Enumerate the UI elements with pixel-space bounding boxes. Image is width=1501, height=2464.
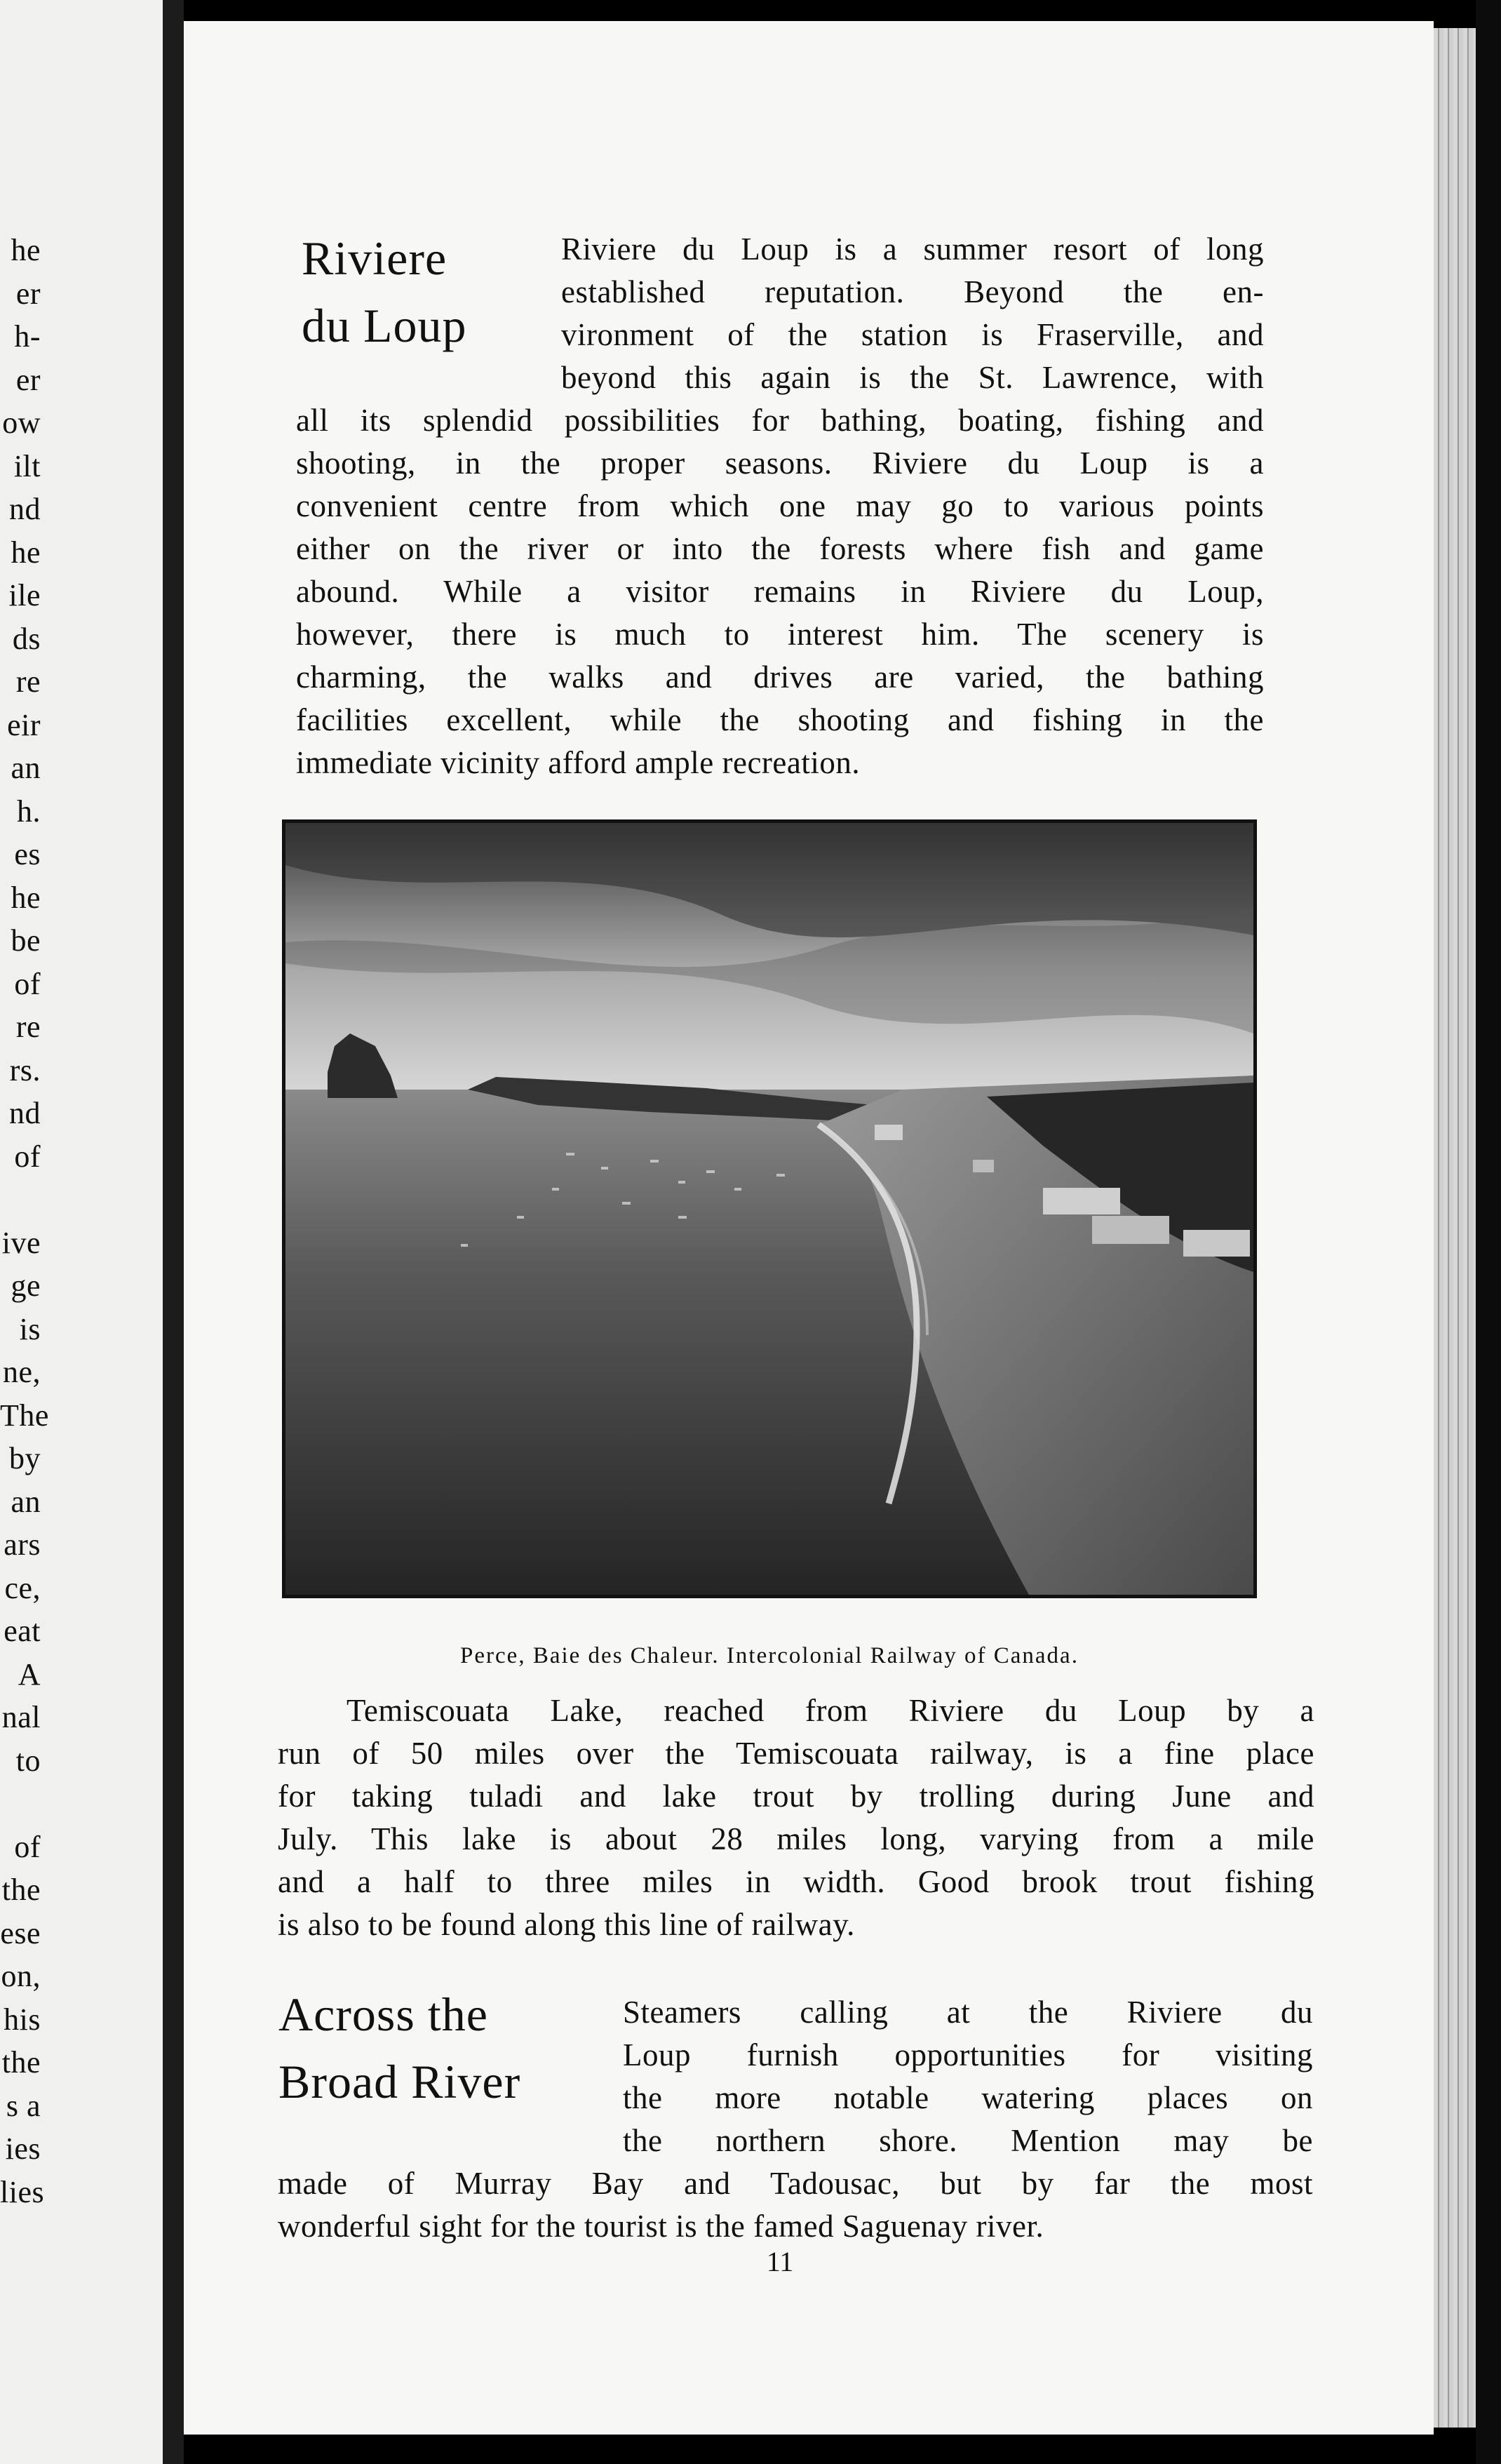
facing-page-text-fragment: The [0,1398,49,1433]
facing-page-text-fragment: to [15,1743,41,1778]
book-gutter [163,0,184,2464]
heading-line: Broad River [278,2055,521,2108]
coast-photo-illustration [285,823,1253,1595]
page-number: 11 [766,2246,794,2277]
heading-line: Across the [278,1988,488,2041]
facing-page-text-fragment: ne, [2,1355,41,1389]
facing-page-text-fragment: he [11,880,41,915]
heading-line: Riviere [302,232,447,285]
facing-page-text-fragment: ilt [13,448,41,483]
facing-page-text-fragment: on, [1,1959,41,1993]
book-page [184,21,1434,2435]
facing-page-text-fragment: A [18,1656,41,1692]
facing-page-text-fragment: eir [7,707,41,742]
page-edge [1434,28,1476,2428]
facing-page-text-fragment: es [14,837,41,871]
text-line: made of Murray Bay and Tadousac, but by far the most [278,2166,1313,2201]
facing-page-text-fragment: an [11,1484,41,1519]
facing-page-text-fragment: er [15,362,41,397]
text-line: convenient centre from which one may go to various points [296,488,1264,523]
facing-page-text-fragment: eat [4,1614,41,1648]
sidenote-heading-riviere-du-loup [302,225,467,359]
text-line: vironment of the station is Fraserville, and [561,317,1264,352]
facing-page-text-fragment: is [19,1311,41,1346]
photo-perce-baie-des-chaleur [282,819,1257,1598]
facing-page-text-fragment: h- [14,319,41,354]
text-line: beyond this again is the St. Lawrence, with [561,360,1264,395]
text-line: abound. While a visitor remains in Riviere du Loup, [296,574,1264,609]
facing-page-text-fragment: s a [6,2088,41,2123]
text-line: Steamers calling at the Riviere du [623,1995,1313,2030]
facing-page-text-fragment: h. [17,794,41,829]
facing-page-text-fragment: rs. [9,1052,41,1087]
text-line: Loup furnish opportunities for visiting [623,2037,1313,2073]
facing-page-text-fragment: ge [11,1268,41,1303]
text-line: all its splendid possibilities for bathing, boating, fishing and [296,403,1264,438]
text-line: the northern shore. Mention may be [623,2123,1313,2158]
text-line: either on the river or into the forests where fish and game [296,531,1264,566]
text-line: the more notable watering places on [623,2080,1313,2115]
sidenote-heading-across-the-broad-river [278,1981,520,2115]
text-line: however, there is much to interest him. The scenery is [296,617,1264,652]
facing-page-text-fragment: ars [4,1527,41,1562]
facing-page-text-fragment: of [14,966,41,1001]
facing-page-text-fragment: nd [9,1096,41,1130]
facing-page-text-fragment: lies [0,2174,45,2209]
text-line: wonderful sight for the tourist is the famed Saguenay river. [278,2209,1044,2244]
facing-page-text-fragment: ies [5,2131,41,2166]
facing-page-text-fragment: his [4,2002,41,2037]
facing-page-text-fragment: nd [9,492,41,526]
text-line: shooting, in the proper seasons. Riviere du Loup is a [296,446,1264,481]
facing-page-text-fragment: the [1,2045,41,2080]
background-edge [1476,0,1501,2464]
facing-page-text-fragment: of [14,1829,41,1864]
facing-page-fragment [0,0,175,2464]
facing-page-text-fragment: he [11,535,41,570]
text-line: charming, the walks and drives are varied, the bathing [296,659,1264,695]
facing-page-text-fragment: er [15,276,41,311]
facing-page-text-fragment: ce, [4,1570,41,1605]
facing-page-text-fragment: be [11,923,41,958]
photo-caption: Perce, Baie des Chaleur. Intercolonial Railway of Canada. [460,1643,1079,1668]
facing-page-text-fragment: nal [1,1700,41,1734]
heading-line: du Loup [302,299,467,352]
facing-page-text-fragment: ese [0,1915,41,1950]
facing-page-text-fragment: he [11,233,41,267]
facing-page-text-fragment: ds [12,621,41,656]
text-line: facilities excellent, while the shooting and fishing in the [296,702,1264,737]
text-line: established reputation. Beyond the en- [561,274,1264,309]
text-line: is also to be found along this line of railway. [278,1907,855,1942]
text-line: Temiscouata Lake, reached from Riviere du Loup by a [346,1693,1314,1728]
facing-page-text-fragment: ow [2,406,41,440]
text-line: Riviere du Loup is a summer resort of long [561,232,1264,267]
text-line: run of 50 miles over the Temiscouata railway, is a fine place [278,1736,1314,1771]
text-line: immediate vicinity afford ample recreation. [296,745,861,780]
facing-page-text-fragment: an [11,751,41,785]
facing-page-text-fragment: ive [1,1225,41,1260]
text-line: July. This lake is about 28 miles long, varying from a mile [278,1821,1314,1856]
facing-page-text-fragment: the [1,1873,41,1907]
text-line: and a half to three miles in width. Good brook trout fishing [278,1864,1314,1899]
facing-page-text-fragment: ile [8,578,41,612]
facing-page-text-fragment: re [15,1010,41,1044]
facing-page-text-fragment: re [15,664,41,699]
facing-page-text-fragment: by [9,1441,41,1475]
text-line: for taking tuladi and lake trout by trolling during June and [278,1779,1314,1814]
facing-page-text-fragment: of [14,1139,41,1174]
